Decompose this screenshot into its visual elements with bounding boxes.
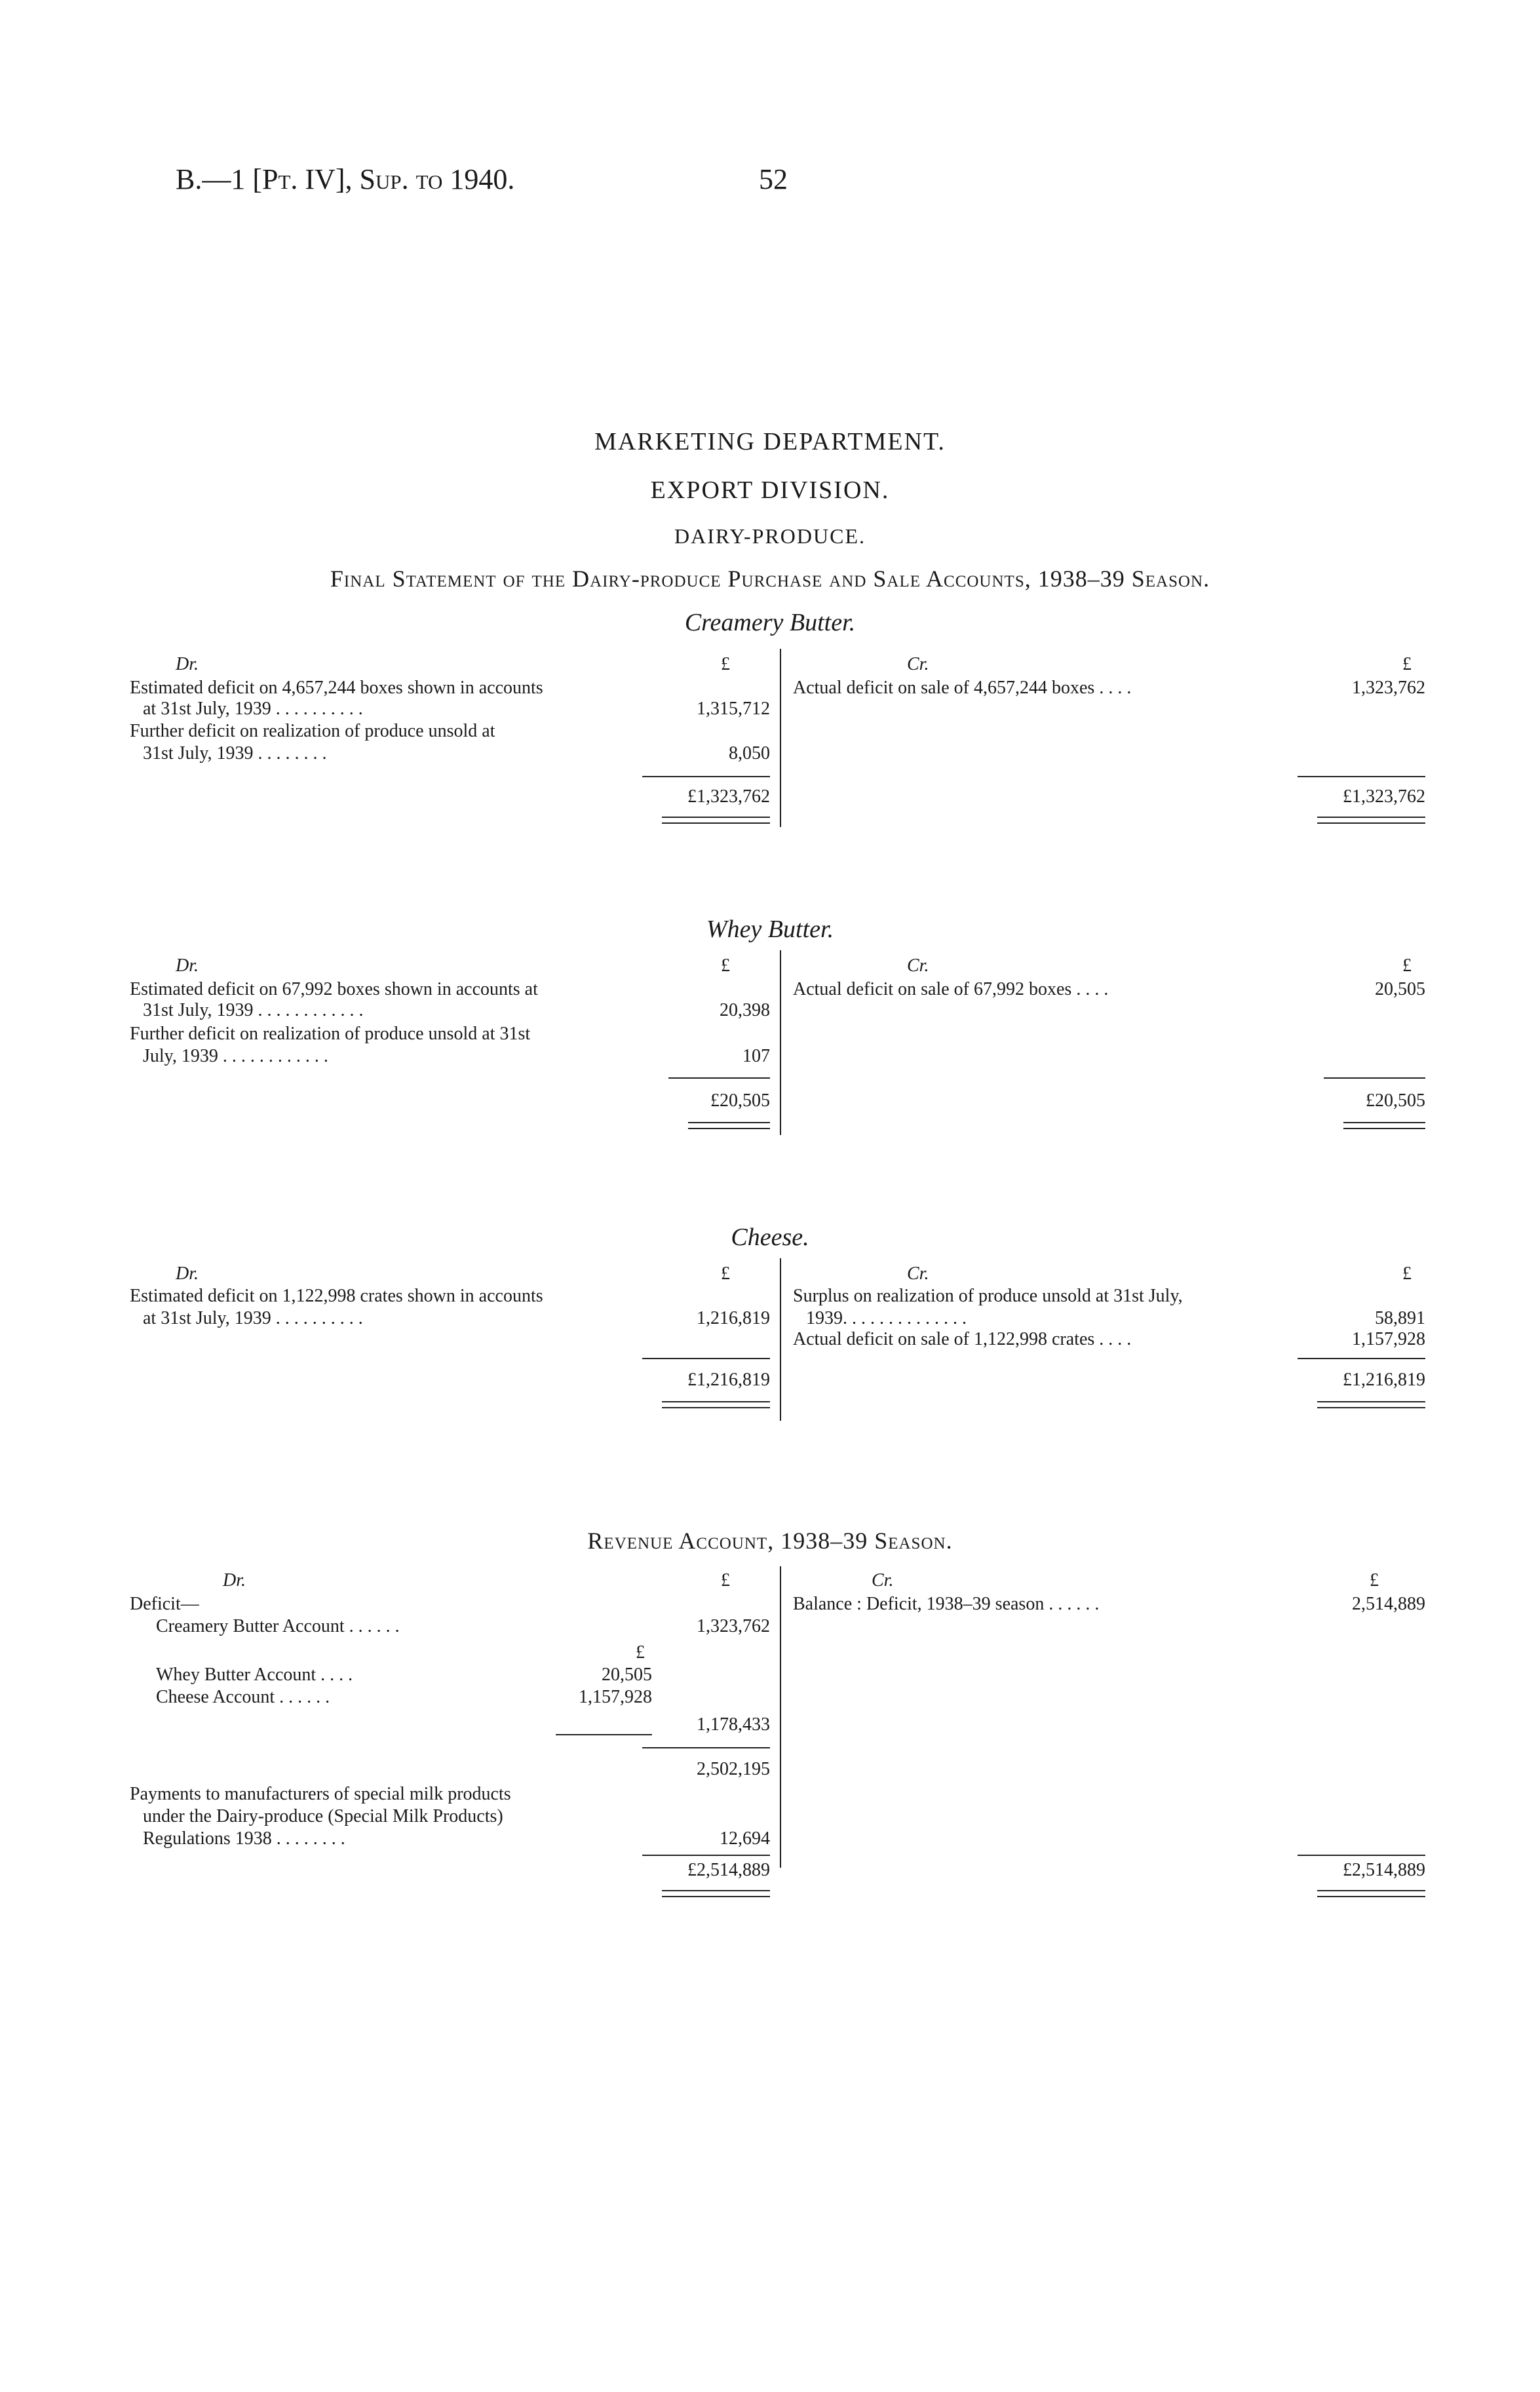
department-title: MARKETING DEPARTMENT. <box>594 428 946 455</box>
creamery-left-line4: 31st July, 1939 . . . . . . . . <box>143 743 327 763</box>
whey-cr-label: Cr. <box>907 955 929 976</box>
revenue-sub-rule <box>556 1734 652 1735</box>
whey-right-double-rule <box>1343 1122 1425 1129</box>
revenue-payments-line3: Regulations 1938 . . . . . . . . <box>143 1828 345 1849</box>
revenue-payments-line2: under the Dairy-produce (Special Milk Products) <box>143 1806 503 1826</box>
revenue-creamery-value: 1,323,762 <box>697 1616 770 1636</box>
cheese-right-total: £1,216,819 <box>1343 1370 1425 1390</box>
cheese-right-rule <box>1298 1358 1425 1359</box>
cheese-right-line2: 1939. . . . . . . . . . . . . . <box>806 1308 967 1328</box>
creamery-right-pound: £ <box>1402 654 1412 674</box>
revenue-left-total: £2,514,889 <box>687 1860 770 1880</box>
whey-right-value1: 20,505 <box>1375 979 1425 999</box>
creamery-dr-label: Dr. <box>176 654 199 674</box>
whey-title: Whey Butter. <box>706 916 834 943</box>
cheese-right-double-rule <box>1317 1401 1425 1408</box>
whey-left-value2: 107 <box>742 1046 770 1066</box>
header-reference: B.—1 [Pt. IV], Sup. to 1940. <box>176 163 515 195</box>
cheese-right-pound: £ <box>1402 1264 1412 1284</box>
revenue-right-line1: Balance : Deficit, 1938–39 season . . . . . . <box>793 1594 1100 1614</box>
revenue-left-rule <box>642 1855 770 1856</box>
whey-left-pound: £ <box>721 955 730 976</box>
revenue-whey-value: 20,505 <box>602 1665 652 1685</box>
creamery-left-value1: 1,315,712 <box>697 699 770 719</box>
creamery-left-double-rule <box>662 817 770 824</box>
revenue-right-double-rule <box>1317 1890 1425 1897</box>
cheese-left-double-rule <box>662 1401 770 1408</box>
cheese-left-line1: Estimated deficit on 1,122,998 crates shown in accounts <box>130 1286 543 1306</box>
whey-left-line1: Estimated deficit on 67,992 boxes shown in accounts at <box>130 979 538 999</box>
whey-dr-label: Dr. <box>176 955 199 976</box>
cheese-right-value2: 1,157,928 <box>1352 1329 1425 1349</box>
cheese-right-value1: 58,891 <box>1375 1308 1425 1328</box>
creamery-right-value1: 1,323,762 <box>1352 678 1425 698</box>
section-title: DAIRY-PRODUCE. <box>674 524 866 548</box>
whey-left-value1: 20,398 <box>720 1000 770 1020</box>
whey-left-total: £20,505 <box>710 1090 770 1111</box>
revenue-title: Revenue Account, 1938–39 Season. <box>587 1528 953 1554</box>
creamery-left-line2: at 31st July, 1939 . . . . . . . . . . <box>143 699 363 719</box>
creamery-left-value2: 8,050 <box>729 743 770 763</box>
revenue-cheese-value: 1,157,928 <box>579 1687 652 1707</box>
revenue-whey-line: Whey Butter Account . . . . <box>156 1665 353 1685</box>
creamery-right-double-rule <box>1317 817 1425 824</box>
cheese-left-total: £1,216,819 <box>687 1370 770 1390</box>
whey-left-line4: July, 1939 . . . . . . . . . . . . <box>143 1046 328 1066</box>
revenue-left-double-rule <box>662 1890 770 1897</box>
creamery-title: Creamery Butter. <box>684 609 856 636</box>
page-number: 52 <box>759 163 788 195</box>
cheese-left-line2: at 31st July, 1939 . . . . . . . . . . <box>143 1308 363 1328</box>
revenue-subtotal-rule <box>642 1747 770 1748</box>
creamery-right-total: £1,323,762 <box>1343 786 1425 807</box>
revenue-cr-label: Cr. <box>872 1570 894 1591</box>
creamery-divider <box>780 649 781 827</box>
whey-right-rule <box>1324 1077 1425 1079</box>
cheese-right-line3: Actual deficit on sale of 1,122,998 crates . . . . <box>793 1329 1132 1349</box>
revenue-sub-pound: £ <box>636 1642 645 1663</box>
whey-left-rule <box>668 1077 770 1079</box>
division-title: EXPORT DIVISION. <box>650 476 890 504</box>
creamery-left-line3: Further deficit on realization of produce unsold at <box>130 721 495 741</box>
cheese-divider <box>780 1258 781 1421</box>
revenue-payments-value: 12,694 <box>720 1828 770 1849</box>
whey-right-total: £20,505 <box>1366 1090 1425 1111</box>
creamery-left-pound: £ <box>721 654 730 674</box>
whey-divider <box>780 950 781 1135</box>
whey-right-pound: £ <box>1402 955 1412 976</box>
revenue-dr-label: Dr. <box>223 1570 246 1591</box>
statement-title: Final Statement of the Dairy-produce Purchase and Sale Accounts, 1938–39 Season. <box>330 566 1210 592</box>
revenue-payments-line1: Payments to manufacturers of special milk products <box>130 1784 511 1804</box>
creamery-right-line1: Actual deficit on sale of 4,657,244 boxes . . . . <box>793 678 1132 698</box>
revenue-right-total: £2,514,889 <box>1343 1860 1425 1880</box>
revenue-combined-value: 1,178,433 <box>697 1714 770 1735</box>
revenue-deficit-label: Deficit— <box>130 1594 199 1614</box>
revenue-cheese-line: Cheese Account . . . . . . <box>156 1687 330 1707</box>
creamery-cr-label: Cr. <box>907 654 929 674</box>
creamery-left-total: £1,323,762 <box>687 786 770 807</box>
revenue-right-pound: £ <box>1370 1570 1379 1591</box>
whey-left-line3: Further deficit on realization of produce unsold at 31st <box>130 1024 531 1044</box>
revenue-left-pound: £ <box>721 1570 730 1591</box>
cheese-right-line1: Surplus on realization of produce unsold at 31st July, <box>793 1286 1183 1306</box>
cheese-dr-label: Dr. <box>176 1264 199 1284</box>
cheese-left-pound: £ <box>721 1264 730 1284</box>
whey-left-line2: 31st July, 1939 . . . . . . . . . . . . <box>143 1000 364 1020</box>
revenue-right-rule <box>1298 1855 1425 1856</box>
creamery-left-rule <box>642 776 770 777</box>
creamery-left-line1: Estimated deficit on 4,657,244 boxes shown in accounts <box>130 678 543 698</box>
whey-left-double-rule <box>688 1122 770 1129</box>
cheese-title: Cheese. <box>731 1224 809 1251</box>
creamery-right-rule <box>1298 776 1425 777</box>
cheese-left-rule <box>642 1358 770 1359</box>
revenue-divider <box>780 1566 781 1868</box>
revenue-creamery-line: Creamery Butter Account . . . . . . <box>156 1616 400 1636</box>
cheese-cr-label: Cr. <box>907 1264 929 1284</box>
revenue-right-value1: 2,514,889 <box>1352 1594 1425 1614</box>
cheese-left-value1: 1,216,819 <box>697 1308 770 1328</box>
revenue-subtotal-value: 2,502,195 <box>697 1759 770 1779</box>
whey-right-line1: Actual deficit on sale of 67,992 boxes . . . . <box>793 979 1109 999</box>
